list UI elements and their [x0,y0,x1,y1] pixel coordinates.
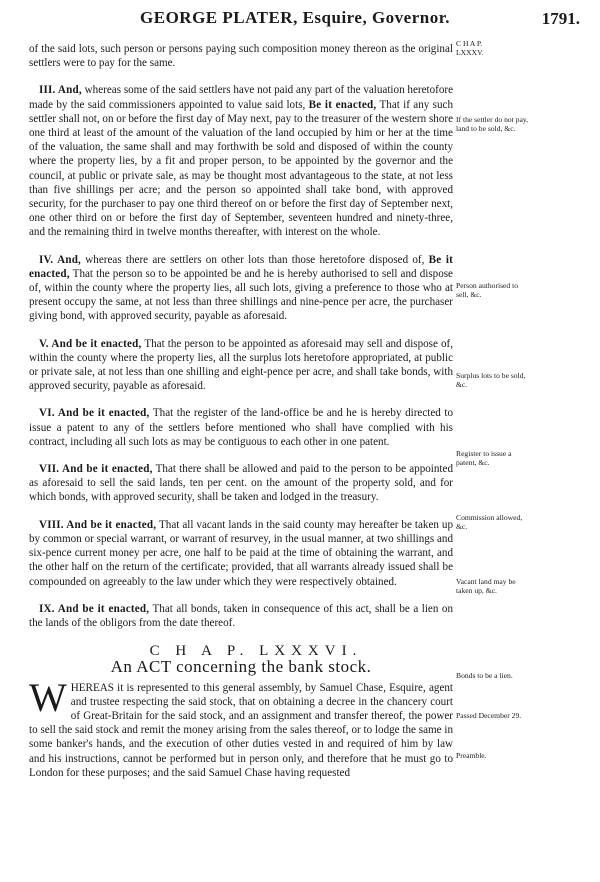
act-title: An ACT concerning the bank stock. [110,657,372,677]
section-7 [29,462,453,505]
section-3-lead: III. And, [39,84,82,97]
margin-note-commission: Commission allowed, &c. [456,513,523,531]
section-3-enact: Be it enacted, [308,98,377,111]
running-head: GEORGE PLATER, Esquire, Governor. [140,8,450,27]
section-8-rest: That all vacant lands in the said county may hereafter be taken up by common or special warrant, or warrant of resurvey, in the usual manner, at two shillings and six-pence current money per acre, one half to be paid at the time of obtaining the warrant, and the other half on the return of the certificate; provided, that all warrants already issued shall be compounded on agreeably to the law under which they were respectively obtained. [29,518,453,588]
page-year: 1791. [541,9,580,28]
section-3 [29,83,453,239]
section-3-text: whereas some of the said settlers have not paid any part of the valuation heretofore made by the said commissioners appointed to value said lots, [29,84,454,111]
section-7-lead: VII. And be it enacted, [39,463,153,476]
margin-chap-label: C H A P. [456,39,483,48]
section-7-rest: That there shall be allowed and paid to the person to be appointed as aforesaid to sell the said lands, ten per cent. on the amount of the property sold, and for which bonds, with approved security, shall be taken and lodged in the treasury. [29,463,453,504]
section-8 [29,518,453,589]
section-4 [29,253,453,324]
section-4-text: whereas there are settlers on other lots than those heretofore disposed of, [81,253,429,266]
section-5-lead: V. And be it enacted, [39,337,142,350]
margin-note-vacant-land: Vacant land may be taken up, &c. [456,577,516,595]
margin-note-bonds-lien: Bonds to be a lien. [456,671,513,680]
margin-note-settlers-not-pay: If the settler do not pay, land to be sold, &c. [456,115,529,133]
intro-paragraph [29,42,453,70]
section-6-lead: VI. And be it enacted, [39,407,150,420]
section-4-rest: That the person so to be appointed be and he is hereby authorised to sell and dispose of, within the county where the property lies, all such lots, giving a preference to those who at present occupy the same, at not less than three shillings and nine-pence per acre, the purchaser giving bond, with approved security, payable as aforesaid. [29,267,453,323]
section-3-rest: That if any such settler shall not, on or before the first day of May next, pay to the treasurer of the western shore one third at least of the amount of the valuation of the land occupied by him or her at the time of the valuation, the same shall and may forthwith be sold and disposed of within the county where the property lies, by a fit and proper person, to be appointed by the governor and the council, at public or private sale, as may be thought most advantageous to the state, at not less than five shillings per acre; and the person so appointed shall take bond, with approved security, for the purchaser to pay one third thereof on or before the first day of September next, one other third on or before the first day of September, seventeen hundred and ninety-three, and the remaining third in twelve months thereafter, with interest on the whole. [29,98,454,239]
section-9 [29,602,453,630]
margin-note-preamble: Preamble. [456,751,487,760]
section-5-rest: That the person to be appointed as aforesaid may sell and dispose of, within the county where the property lies, all the surplus lots heretofore appropriated, at public or private sale, at not less than one shilling and eight-pence per acre, and shall take bonds, with approved security, payable as aforesaid. [29,337,453,393]
margin-chap-ref [456,40,542,57]
section-4-enact: Be it enacted, [29,253,454,280]
section-8-lead: VIII. And be it enacted, [39,518,157,531]
section-6 [29,406,453,449]
section-9-lead: IX. And be it enacted, [39,602,150,615]
chapter-heading: C H A P. LXXXVI. [149,643,363,660]
main-text [29,42,453,793]
margin-note-passed: Passed December 29. [456,711,522,720]
intro-text: of the said lots, such person or persons paying such composition money thereon as the original settlers were to pay for the same. [29,43,453,70]
section-9-rest: That all bonds, taken in consequence of this act, shall be a lien on the lands of the obligors from the date thereof. [29,602,453,629]
section-5 [29,337,453,394]
page-header [60,8,580,34]
section-4-lead: IV. And, [39,253,82,266]
drop-cap: W [29,674,67,720]
margin-note-person-authorised: Person authorised to sell, &c. [456,281,519,299]
act-body-text: HEREAS it is represented to this general assembly, by Samuel Chase, Esquire, agent and trustee respecting the said stock, that on obtaining a decree in the chancery court of Great-Britain for the said stock, and an assignment and transfer thereof, the power to sell the said stock and remit the money arising from the sales thereof, or to lodge the same in some banker's hands, and the execution of other duties vested in and required of him by law and his instructions, cannot be performed but in person only, and therefore that he must go to London for these purposes; and the said Samuel Chase having requested [29,681,453,779]
section-6-rest: That the register of the land-office be and he is hereby directed to issue a patent to any of the settlers before mentioned who shall have complied with his contract, including all such lots as may be contiguous to each other in one patent. [29,407,453,448]
act-body [29,674,453,780]
margin-note-register-patent: Register to issue a patent, &c. [456,449,512,467]
margin-note-surplus-lots: Surplus lots to be sold, &c. [456,371,526,389]
margin-chap-number: LXXXV. [456,47,484,57]
